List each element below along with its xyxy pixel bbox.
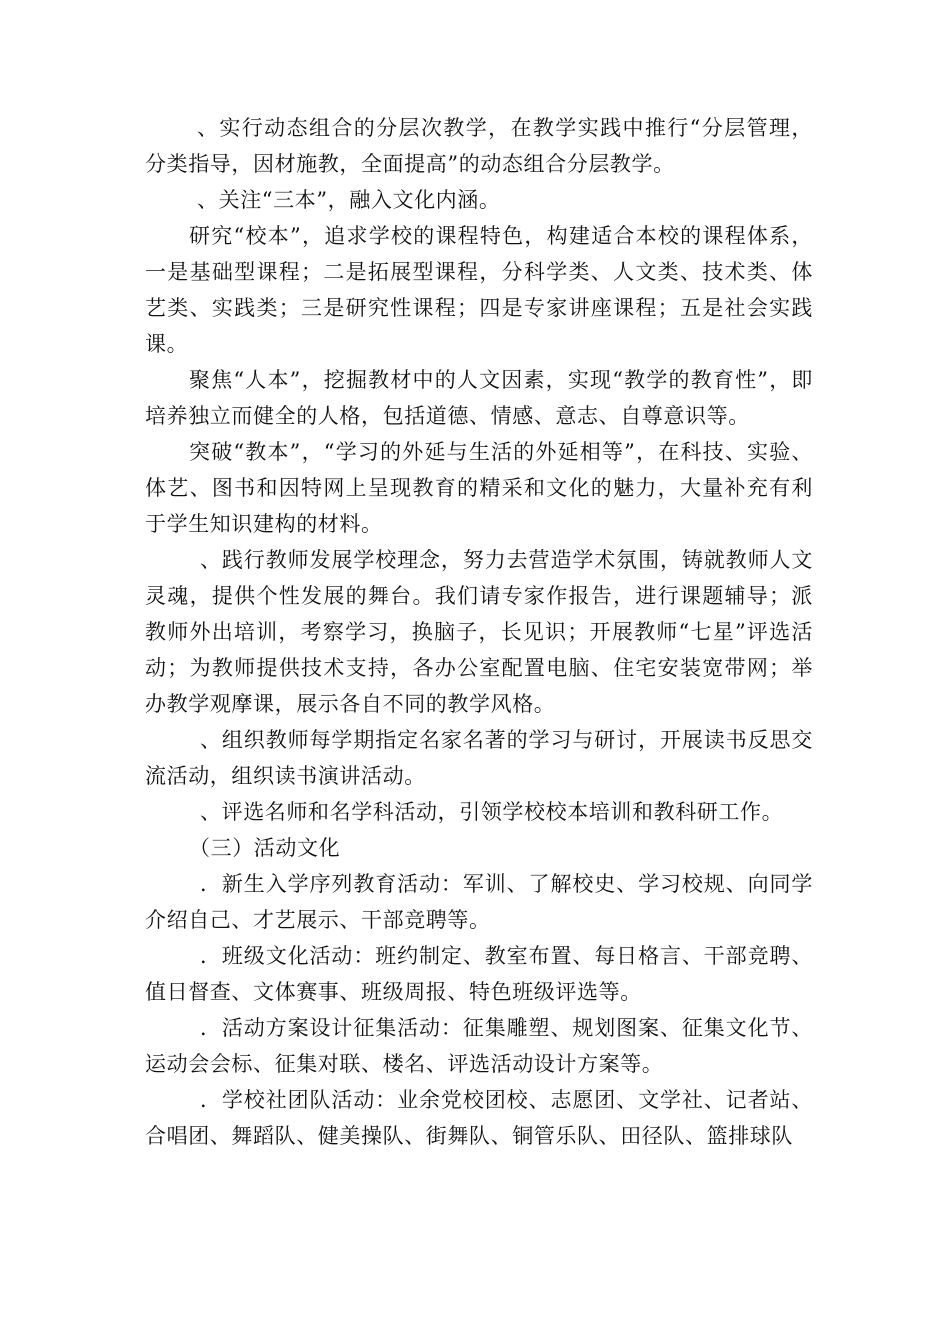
document-body bbox=[145, 110, 813, 1154]
paragraph-school-based: 研究“校本”，追求学校的课程特色，构建适合本校的课程体系，一是基础型课程；二是拓展型课程，分科学类、人文类、技术类、体艺类、实践类；三是研究性课程；四是专家讲座课程；五是社会实践课。 bbox=[145, 224, 813, 356]
paragraph-textbook-based: 突破“教本”，“学习的外延与生活的外延相等”，在科技、实验、体艺、图书和因特网上呈现教育的精采和文化的魅力，大量补充有利于学生知识建构的材料。 bbox=[145, 440, 813, 536]
paragraph-people-based: 聚焦“人本”，挖掘教材中的人文因素，实现“教学的教育性”，即培养独立而健全的人格，包括道德、情感、意志、自尊意识等。 bbox=[145, 368, 813, 428]
paragraph-famous-teachers: 、评选名师和名学科活动，引领学校校本培训和教科研工作。 bbox=[200, 800, 784, 824]
list-item-class-culture: ．班级文化活动：班约制定、教室布置、每日格言、干部竞聘、值日督查、文体赛事、班级周报、特色班级评选等。 bbox=[145, 944, 813, 1004]
paragraph-three-ben: 、关注“三本”，融入文化内涵。 bbox=[197, 188, 501, 212]
section-heading-activity-culture: （三）活动文化 bbox=[189, 836, 341, 860]
paragraph-tiered-teaching: 、实行动态组合的分层次教学，在教学实践中推行“分层管理，分类指导，因材施教，全面提高”的动态组合分层教学。 bbox=[145, 116, 813, 176]
list-item-club-activities: ．学校社团队活动：业余党校团校、志愿团、文学社、记者站、合唱团、舞蹈队、健美操队、街舞队、铜管乐队、田径队、篮排球队 bbox=[145, 1088, 813, 1148]
list-item-freshman-activities: ．新生入学序列教育活动：军训、了解校史、学习校规、向同学介绍自己、才艺展示、干部竞聘等。 bbox=[145, 872, 813, 932]
list-item-design-collection: ．活动方案设计征集活动：征集雕塑、规划图案、征集文化节、运动会会标、征集对联、楼名、评选活动设计方案等。 bbox=[145, 1016, 813, 1076]
paragraph-reading-study: 、组织教师每学期指定名家名著的学习与研讨，开展读书反思交流活动，组织读书演讲活动。 bbox=[145, 728, 813, 788]
paragraph-teacher-development: 、践行教师发展学校理念，努力去营造学术氛围，铸就教师人文灵魂，提供个性发展的舞台。我们请专家作报告，进行课题辅导；派教师外出培训，考察学习，换脑子，长见识；开展教师“七星”评选活动；为教师提供技术支持，各办公室配置电脑、住宅安装宽带网；举办教学观摩课，展示各自不同的教学风格。 bbox=[145, 548, 813, 716]
